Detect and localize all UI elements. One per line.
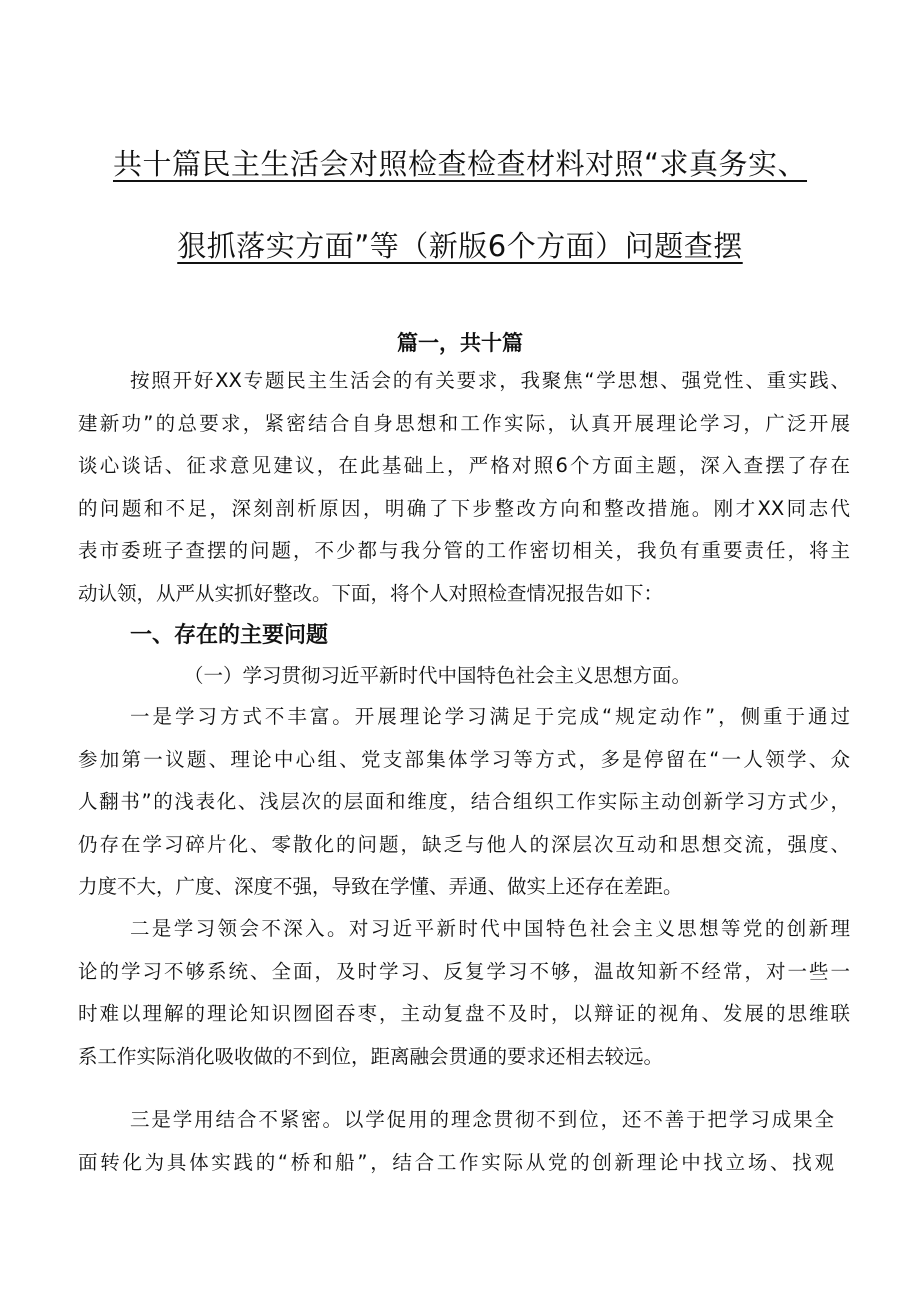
para1-line-2: 参加第一议题、理论中心组、党支部集体学习等方式，多是停留在“一人领学、众 [78, 748, 850, 771]
intro-line-5: 表市委班子查摆的问题，不少都与我分管的工作密切相关，我负有重要责任，将主 [78, 539, 850, 562]
para2-line-1: 二是学习领会不深入。对习近平新时代中国特色社会主义思想等党的创新理 [130, 917, 850, 940]
para1-line-4: 仍存在学习碎片化、零散化的问题，缺乏与他人的深层次互动和思想交流，强度、 [78, 833, 850, 856]
intro-line-4: 的问题和不足，深刻剖析原因，明确了下步整改方向和整改措施。刚才XX同志代 [78, 497, 850, 520]
para1-line-5: 力度不大，广度、深度不强，导致在学懂、弄通、做实上还存在差距。 [78, 875, 683, 898]
para1-line-1: 一是学习方式不丰富。开展理论学习满足于完成“规定动作”，侧重于通过 [130, 705, 850, 728]
intro-line-6: 动认领，从严从实抓好整改。下面，将个人对照检查情况报告如下： [78, 582, 664, 605]
para3-line-2: 面转化为具体实践的“桥和船”，结合工作实际从党的创新理论中找立场、找观 [78, 1151, 834, 1174]
para2-line-3: 时难以理解的理论知识囫囵吞枣，主动复盘不及时，以辩证的视角、发展的思维联 [78, 1002, 850, 1025]
para1-line-3: 人翻书”的浅表化、浅层次的层面和维度，结合组织工作实际主动创新学习方式少， [78, 790, 850, 813]
document-title-line-2: 狠抓落实方面”等（新版6个方面）问题查摆 [177, 229, 743, 263]
intro-line-1: 按照开好XX专题民主生活会的有关要求，我聚焦“学思想、强党性、重实践、 [130, 369, 850, 392]
document-title-line-1: 共十篇民主生活会对照检查检查材料对照“求真务实、 [112, 147, 808, 181]
para2-line-2: 论的学习不够系统、全面，及时学习、反复学习不够，温故知新不经常，对一些一 [78, 960, 850, 983]
section-heading: 篇一，共十篇 [397, 331, 523, 355]
intro-line-3: 谈心谈话、征求意见建议，在此基础上，严格对照6个方面主题，深入查摆了存在 [78, 454, 850, 477]
para2-line-4: 系工作实际消化吸收做的不到位，距离融会贯通的要求还相去较远。 [78, 1045, 664, 1068]
heading-main-problems: 一、存在的主要问题 [130, 623, 329, 648]
para3-line-1: 三是学用结合不紧密。以学促用的理念贯彻不到位，还不善于把学习成果全 [130, 1108, 834, 1131]
intro-line-2: 建新功”的总要求，紧密结合自身思想和工作实际，认真开展理论学习，广泛开展 [78, 412, 850, 435]
subheading-study-thought: （一）学习贯彻习近平新时代中国特色社会主义思想方面。 [184, 664, 692, 687]
